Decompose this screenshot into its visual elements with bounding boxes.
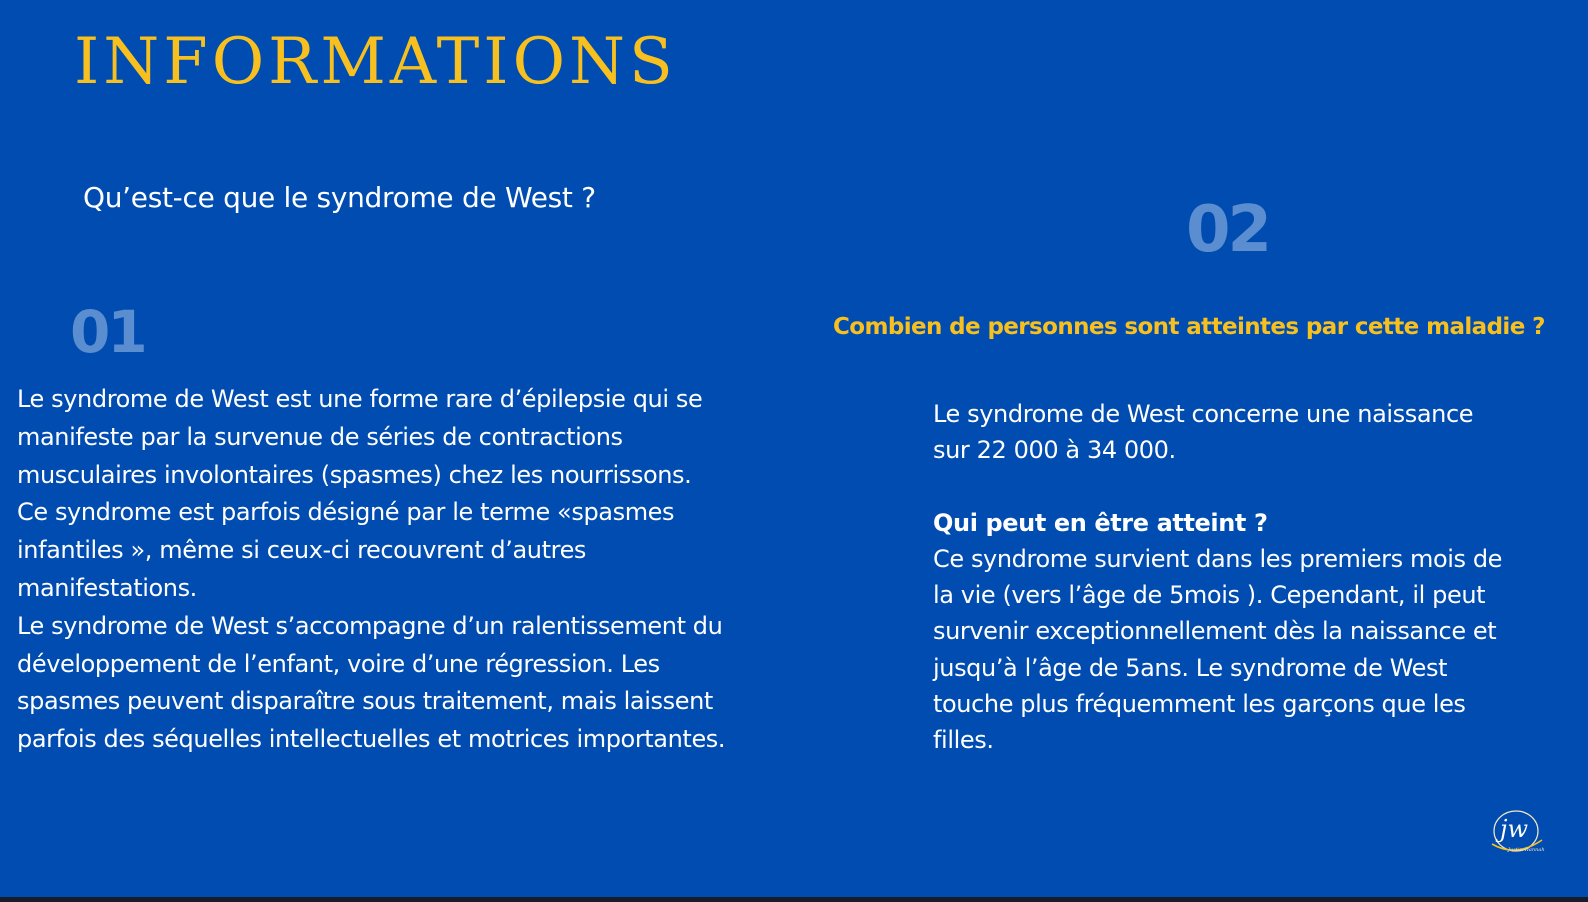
body-line: touche plus fréquemment les garçons que les (933, 690, 1466, 719)
paragraph-gap (933, 469, 1573, 505)
slide-title: INFORMATIONS (74, 25, 677, 99)
section-2-number: 02 (1186, 193, 1270, 267)
section-2-body (933, 396, 1573, 759)
section-2-question: Combien de personnes sont atteintes par cette maladie ? (833, 314, 1545, 340)
body-line: survenir exceptionnellement dès la naissance et (933, 617, 1497, 646)
body-line: la vie (vers l’âge de 5mois ). Cependant, il peut (933, 581, 1486, 610)
logo-caption: Justin Wannah (1508, 847, 1545, 853)
logo-monogram: jw (1500, 815, 1528, 843)
body-line: développement de l’enfant, voire d’une régression. Les (17, 649, 660, 678)
brand-logo (1486, 806, 1546, 856)
body-line: infantiles », même si ceux-ci recouvrent d’autres (17, 536, 587, 565)
body-line: Le syndrome de West est une forme rare d’épilepsie qui se (17, 385, 703, 413)
body-line: Ce syndrome est parfois désigné par le terme «spasmes (17, 498, 675, 527)
body-line: jusqu’à l’âge de 5ans. Le syndrome de West (933, 653, 1448, 682)
body-line: Ce syndrome survient dans les premiers mois de (933, 544, 1503, 573)
body-line: Le syndrome de West s’accompagne d’un ralentissement du (17, 611, 723, 640)
body-line: manifestations. (17, 573, 197, 602)
section-1-body (17, 381, 777, 759)
section-1-question: Qu’est-ce que le syndrome de West ? (83, 181, 596, 214)
body-line: parfois des séquelles intellectuelles et motrices importantes. (17, 725, 726, 754)
body-line: sur 22 000 à 34 000. (933, 436, 1176, 465)
body-line: manifeste par la survenue de séries de contractions (17, 422, 623, 451)
section-2-subheading: Qui peut en être atteint ? (933, 508, 1268, 537)
logo-emblem-icon (1486, 806, 1546, 856)
body-line: spasmes peuvent disparaître sous traitement, mais laissent (17, 687, 713, 716)
body-line: filles. (933, 726, 994, 755)
section-1-number: 01 (70, 298, 145, 366)
body-line: musculaires involontaires (spasmes) chez les nourrissons. (17, 460, 692, 489)
body-line: Le syndrome de West concerne une naissance (933, 400, 1474, 428)
